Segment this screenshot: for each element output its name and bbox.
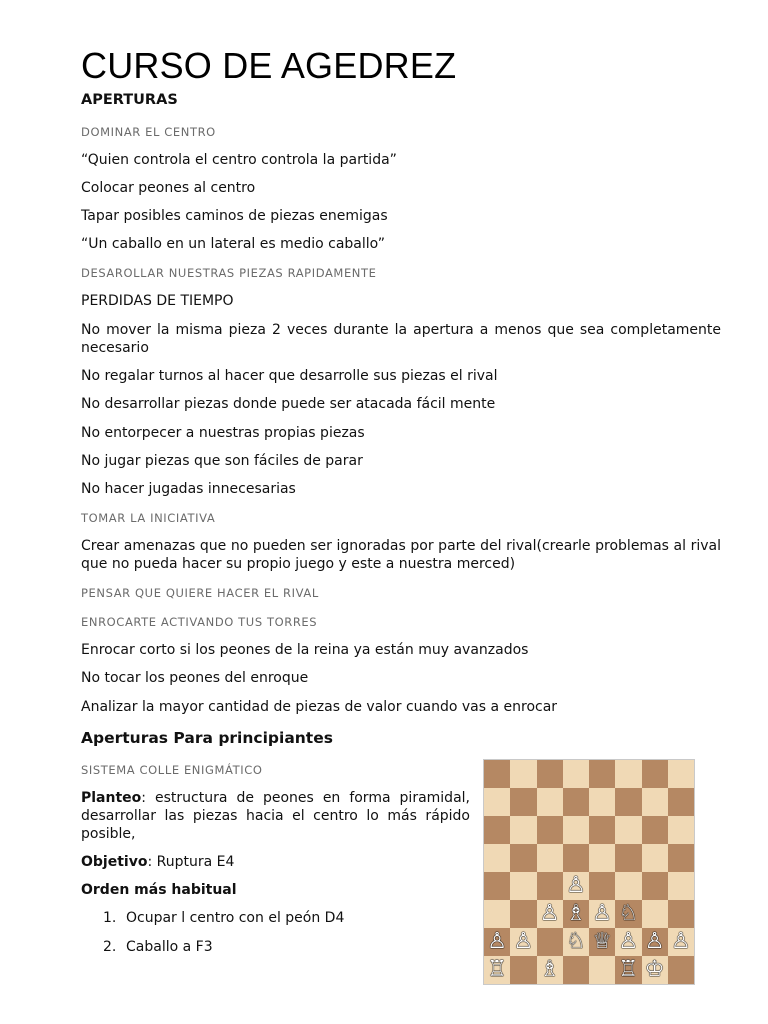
board-square-b4 [510, 872, 536, 900]
subheading-dominar: DOMINAR EL CENTRO [81, 125, 216, 139]
list-item-text: Caballo a F3 [126, 939, 213, 955]
white-knight-icon: ♘ [618, 901, 639, 926]
board-square-d5 [563, 844, 589, 872]
board-square-c8 [537, 760, 563, 788]
white-pawn-icon: ♙ [539, 901, 560, 926]
board-square-g8 [642, 760, 668, 788]
board-square-b6 [510, 816, 536, 844]
board-square-e5 [589, 844, 615, 872]
board-square-f6 [615, 816, 641, 844]
planteo-label: Planteo [81, 790, 142, 806]
white-queen-icon: ♕ [592, 929, 612, 954]
board-square-d7 [563, 788, 589, 816]
board-square-c6 [537, 816, 563, 844]
board-square-h5 [668, 844, 694, 872]
paragraph-planteo [81, 789, 470, 843]
paragraph: No jugar piezas que son fáciles de parar [81, 453, 363, 469]
board-square-c2 [537, 928, 563, 956]
board-square-b1 [510, 956, 536, 984]
board-square-a6 [484, 816, 510, 844]
board-square-f1 [615, 956, 641, 984]
chess-board [483, 759, 695, 985]
paragraph: No regalar turnos al hacer que desarrolle sus piezas el rival [81, 368, 498, 384]
paragraph: “Quien controla el centro controla la partida” [81, 152, 397, 168]
white-rook-icon: ♖ [487, 957, 507, 982]
board-square-a3 [484, 900, 510, 928]
board-square-h1 [668, 956, 694, 984]
board-square-e3 [589, 900, 615, 928]
board-square-c4 [537, 872, 563, 900]
board-square-d6 [563, 816, 589, 844]
board-square-a2 [484, 928, 510, 956]
board-square-b5 [510, 844, 536, 872]
board-square-a1 [484, 956, 510, 984]
board-square-c7 [537, 788, 563, 816]
white-rook-icon: ♖ [618, 957, 639, 982]
paragraph: Colocar peones al centro [81, 180, 256, 196]
section-heading-aperturas: APERTURAS [81, 92, 178, 108]
paragraph: “Un caballo en un lateral es medio caballo” [81, 236, 385, 252]
board-square-g2 [642, 928, 668, 956]
board-square-c5 [537, 844, 563, 872]
board-square-b2 [510, 928, 536, 956]
board-square-b3 [510, 900, 536, 928]
planteo-text: : estructura de peones en forma piramidal, desarrollar las piezas hacia el centro lo más rápido posible, [81, 790, 470, 842]
board-square-h8 [668, 760, 694, 788]
paragraph: No entorpecer a nuestras propias piezas [81, 425, 365, 441]
objetivo-text: : Ruptura E4 [147, 854, 235, 870]
board-square-b7 [510, 788, 536, 816]
board-square-f7 [615, 788, 641, 816]
board-square-a8 [484, 760, 510, 788]
board-square-h7 [668, 788, 694, 816]
board-square-g7 [642, 788, 668, 816]
paragraph: No hacer jugadas innecesarias [81, 481, 296, 497]
board-square-a4 [484, 872, 510, 900]
board-square-e4 [589, 872, 615, 900]
board-square-f3 [615, 900, 641, 928]
board-square-f5 [615, 844, 641, 872]
board-square-d2 [563, 928, 589, 956]
subheading-enrocarte: ENROCARTE ACTIVANDO TUS TORRES [81, 615, 318, 629]
board-square-h3 [668, 900, 694, 928]
board-square-b8 [510, 760, 536, 788]
paragraph: Analizar la mayor cantidad de piezas de valor cuando vas a enrocar [81, 699, 558, 715]
board-square-e8 [589, 760, 615, 788]
white-pawn-icon: ♙ [487, 929, 507, 954]
white-king-icon: ♔ [644, 957, 665, 982]
paragraph: Crear amenazas que no pueden ser ignoradas por parte del rival(crearle problemas al rival que no pueda hacer su propio juego y este a nuestra merced) [81, 538, 721, 572]
list-item-text: Ocupar l centro con el peón D4 [126, 910, 345, 926]
paragraph: No desarrollar piezas donde puede ser atacada fácil mente [81, 396, 496, 412]
paragraph: No tocar los peones del enroque [81, 670, 309, 686]
board-square-h2 [668, 928, 694, 956]
section-heading-principiantes: Aperturas Para principiantes [81, 729, 333, 747]
board-square-e1 [589, 956, 615, 984]
board-square-c1 [537, 956, 563, 984]
white-bishop-icon: ♗ [539, 957, 560, 982]
board-square-e2 [589, 928, 615, 956]
paragraph: Enrocar corto si los peones de la reina ya están muy avanzados [81, 642, 529, 658]
white-pawn-icon: ♙ [644, 929, 665, 954]
paragraph-objetivo [81, 853, 470, 871]
list-item-number: 1. [103, 910, 117, 926]
board-square-a7 [484, 788, 510, 816]
white-pawn-icon: ♙ [513, 929, 534, 954]
white-pawn-icon: ♙ [566, 873, 586, 898]
board-square-g4 [642, 872, 668, 900]
paragraph-perdidas: PERDIDAS DE TIEMPO [81, 293, 234, 309]
board-square-a5 [484, 844, 510, 872]
board-square-d8 [563, 760, 589, 788]
board-square-g3 [642, 900, 668, 928]
objetivo-label: Objetivo [81, 854, 148, 870]
board-square-g5 [642, 844, 668, 872]
white-pawn-icon: ♙ [592, 901, 612, 926]
board-square-d3 [563, 900, 589, 928]
white-pawn-icon: ♙ [671, 929, 691, 954]
board-square-f4 [615, 872, 641, 900]
white-knight-icon: ♘ [566, 929, 586, 954]
white-pawn-icon: ♙ [618, 929, 639, 954]
paragraph: No mover la misma pieza 2 veces durante la apertura a menos que sea completamente necesario [81, 322, 721, 356]
board-square-e7 [589, 788, 615, 816]
board-square-e6 [589, 816, 615, 844]
document-title: CURSO DE AGEDREZ [81, 45, 457, 86]
subheading-desarrollar: DESAROLLAR NUESTRAS PIEZAS RAPIDAMENTE [81, 266, 377, 280]
subheading-colle: SISTEMA COLLE ENIGMÁTICO [81, 763, 263, 777]
board-square-c3 [537, 900, 563, 928]
white-bishop-icon: ♗ [566, 901, 586, 926]
board-square-d4 [563, 872, 589, 900]
board-square-h6 [668, 816, 694, 844]
board-square-d1 [563, 956, 589, 984]
list-item [103, 909, 344, 927]
board-square-f8 [615, 760, 641, 788]
list-item [103, 938, 213, 956]
paragraph: Tapar posibles caminos de piezas enemigas [81, 208, 388, 224]
board-square-f2 [615, 928, 641, 956]
board-square-h4 [668, 872, 694, 900]
board-square-g6 [642, 816, 668, 844]
subheading-pensar: PENSAR QUE QUIERE HACER EL RIVAL [81, 586, 319, 600]
list-item-number: 2. [103, 939, 117, 955]
orden-label: Orden más habitual [81, 882, 237, 898]
subheading-iniciativa: TOMAR LA INICIATIVA [81, 511, 216, 525]
board-square-g1 [642, 956, 668, 984]
